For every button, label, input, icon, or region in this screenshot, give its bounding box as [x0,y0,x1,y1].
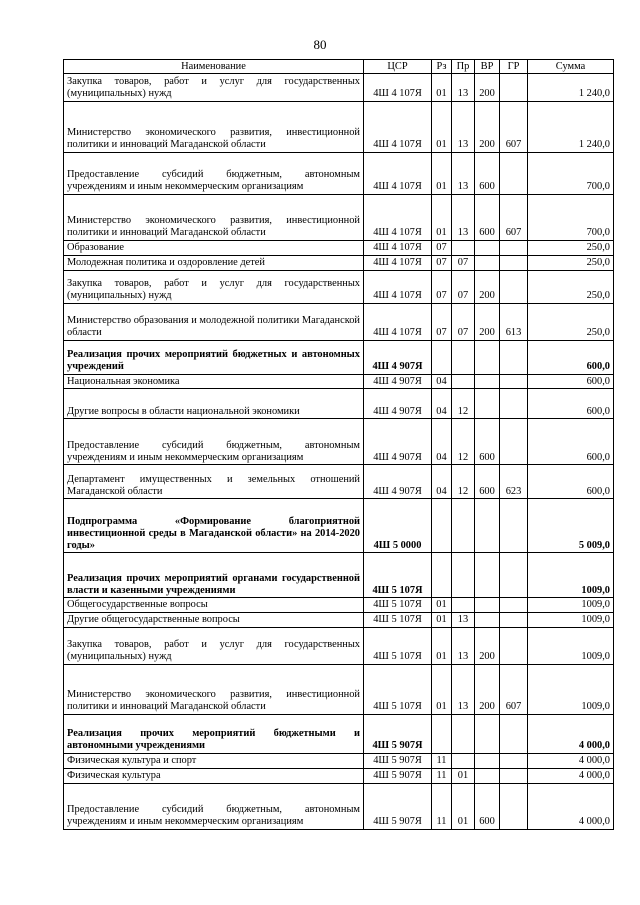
cell-csr: 4Ш 4 107Я [364,255,432,270]
cell-name: Закупка товаров, работ и услуг для государственных (муниципальных) нужд [64,627,364,664]
cell-name: Другие вопросы в области национальной экономики [64,389,364,419]
cell-vr: 200 [475,270,500,303]
cell-rz: 07 [432,255,452,270]
cell-csr: 4Ш 4 107Я [364,195,432,241]
cell-pr [452,714,475,753]
cell-rz: 01 [432,195,452,241]
column-header-pr: Пр [452,60,475,74]
table-row [64,195,614,241]
cell-pr: 01 [452,768,475,783]
column-header-csr: ЦСР [364,60,432,74]
cell-name: Общегосударственные вопросы [64,598,364,613]
cell-vr: 200 [475,664,500,714]
cell-csr: 4Ш 4 107Я [364,303,432,340]
cell-rz [432,499,452,553]
cell-gr [500,340,528,374]
cell-name: Подпрограмма «Формирование благоприятной инвестиционной среды в Магаданской области» на 2014-2020 годы» [64,499,364,553]
cell-pr [452,340,475,374]
column-header-sum: Сумма [528,60,614,74]
column-header-gr: ГР [500,60,528,74]
cell-sum: 1009,0 [528,664,614,714]
table-row [64,499,614,553]
cell-name: Министерство экономического развития, инвестиционной политики и инноваций Магаданской области [64,102,364,153]
cell-vr [475,340,500,374]
cell-pr: 13 [452,613,475,628]
cell-gr [500,389,528,419]
cell-csr: 4Ш 5 107Я [364,553,432,598]
cell-sum: 600,0 [528,389,614,419]
cell-name: Министерство экономического развития, инвестиционной политики и инноваций Магаданской области [64,664,364,714]
cell-vr [475,499,500,553]
cell-rz: 04 [432,389,452,419]
table-row [64,255,614,270]
cell-vr: 600 [475,195,500,241]
cell-vr: 600 [475,783,500,829]
cell-rz: 01 [432,664,452,714]
table-row [64,241,614,256]
cell-name: Министерство образования и молодежной политики Магаданской области [64,303,364,340]
cell-vr [475,374,500,389]
table-row [64,768,614,783]
cell-sum: 4 000,0 [528,768,614,783]
cell-rz: 07 [432,270,452,303]
cell-pr [452,499,475,553]
cell-gr [500,613,528,628]
column-header-rz: Рз [432,60,452,74]
cell-csr: 4Ш 5 907Я [364,714,432,753]
cell-name: Реализация прочих мероприятий бюджетных и автономных учреждений [64,340,364,374]
cell-rz [432,340,452,374]
cell-gr: 607 [500,664,528,714]
cell-rz: 11 [432,753,452,768]
cell-csr: 4Ш 4 107Я [364,270,432,303]
cell-pr [452,374,475,389]
cell-name: Департамент имущественных и земельных отношений Магаданской области [64,465,364,499]
cell-vr [475,768,500,783]
cell-gr [500,714,528,753]
cell-csr: 4Ш 5 0000 [364,499,432,553]
cell-vr [475,598,500,613]
cell-pr: 13 [452,664,475,714]
cell-vr [475,553,500,598]
table-row [64,627,614,664]
cell-sum: 250,0 [528,270,614,303]
cell-rz [432,714,452,753]
cell-gr [500,783,528,829]
cell-sum: 600,0 [528,419,614,465]
page-number: 80 [313,37,327,52]
cell-pr: 12 [452,419,475,465]
cell-csr: 4Ш 5 107Я [364,664,432,714]
table-row [64,102,614,153]
cell-rz: 01 [432,627,452,664]
cell-pr: 13 [452,195,475,241]
cell-name: Другие общегосударственные вопросы [64,613,364,628]
cell-vr [475,241,500,256]
cell-csr: 4Ш 4 907Я [364,465,432,499]
cell-name: Реализация прочих мероприятий бюджетными и автономными учреждениями [64,714,364,753]
cell-pr [452,598,475,613]
cell-rz: 01 [432,153,452,195]
cell-csr: 4Ш 5 107Я [364,613,432,628]
cell-sum: 250,0 [528,255,614,270]
cell-vr [475,389,500,419]
cell-vr: 200 [475,74,500,102]
cell-rz: 01 [432,102,452,153]
cell-sum: 4 000,0 [528,753,614,768]
cell-csr: 4Ш 4 107Я [364,241,432,256]
cell-gr [500,419,528,465]
table-row [64,753,614,768]
cell-name: Физическая культура и спорт [64,753,364,768]
cell-vr [475,255,500,270]
cell-rz: 04 [432,465,452,499]
table-row [64,783,614,829]
cell-name: Молодежная политика и оздоровление детей [64,255,364,270]
cell-csr: 4Ш 4 907Я [364,389,432,419]
cell-gr [500,153,528,195]
cell-vr: 200 [475,303,500,340]
cell-gr [500,753,528,768]
cell-sum: 600,0 [528,465,614,499]
cell-vr: 600 [475,153,500,195]
cell-sum: 5 009,0 [528,499,614,553]
budget-table [63,59,614,830]
cell-sum: 700,0 [528,195,614,241]
cell-csr: 4Ш 5 907Я [364,783,432,829]
cell-pr: 13 [452,74,475,102]
table-row [64,664,614,714]
cell-pr: 12 [452,465,475,499]
cell-sum: 4 000,0 [528,783,614,829]
cell-name: Предоставление субсидий бюджетным, автономным учреждениям и иным некоммерческим организациям [64,419,364,465]
cell-vr [475,714,500,753]
table-row [64,419,614,465]
table-row [64,553,614,598]
table-body [64,74,614,830]
cell-csr: 4Ш 4 107Я [364,153,432,195]
cell-sum: 1009,0 [528,627,614,664]
cell-vr: 600 [475,419,500,465]
cell-rz: 07 [432,241,452,256]
cell-gr: 623 [500,465,528,499]
cell-rz: 01 [432,74,452,102]
cell-name: Образование [64,241,364,256]
cell-gr [500,270,528,303]
cell-name: Предоставление субсидий бюджетным, автономным учреждениям и иным некоммерческим организациям [64,153,364,195]
cell-csr: 4Ш 4 107Я [364,74,432,102]
cell-sum: 1009,0 [528,613,614,628]
cell-sum: 600,0 [528,374,614,389]
cell-vr: 200 [475,627,500,664]
table-row [64,74,614,102]
cell-name: Физическая культура [64,768,364,783]
cell-sum: 1009,0 [528,553,614,598]
cell-name: Закупка товаров, работ и услуг для государственных (муниципальных) нужд [64,74,364,102]
cell-pr [452,753,475,768]
cell-sum: 1 240,0 [528,102,614,153]
cell-gr [500,553,528,598]
table-row [64,465,614,499]
table-row [64,613,614,628]
table-header-row [64,60,614,74]
cell-gr [500,598,528,613]
cell-gr [500,768,528,783]
table-row [64,340,614,374]
cell-rz [432,553,452,598]
table-row [64,714,614,753]
cell-pr: 07 [452,303,475,340]
cell-sum: 1 240,0 [528,74,614,102]
cell-pr: 13 [452,153,475,195]
cell-name: Закупка товаров, работ и услуг для государственных (муниципальных) нужд [64,270,364,303]
column-header-vr: ВР [475,60,500,74]
cell-sum: 250,0 [528,241,614,256]
cell-rz: 07 [432,303,452,340]
cell-pr [452,553,475,598]
table-row [64,389,614,419]
cell-gr: 607 [500,195,528,241]
cell-sum: 4 000,0 [528,714,614,753]
cell-gr [500,627,528,664]
cell-csr: 4Ш 5 107Я [364,627,432,664]
cell-gr: 607 [500,102,528,153]
cell-gr [500,374,528,389]
table-row [64,374,614,389]
table-row [64,303,614,340]
cell-pr [452,241,475,256]
cell-gr: 613 [500,303,528,340]
cell-csr: 4Ш 5 907Я [364,753,432,768]
cell-vr: 200 [475,102,500,153]
cell-rz: 11 [432,783,452,829]
cell-gr [500,241,528,256]
cell-vr [475,753,500,768]
cell-sum: 700,0 [528,153,614,195]
cell-gr [500,499,528,553]
cell-pr: 12 [452,389,475,419]
cell-vr [475,613,500,628]
cell-gr [500,255,528,270]
cell-gr [500,74,528,102]
cell-pr: 13 [452,102,475,153]
cell-name: Реализация прочих мероприятий органами государственной власти и казенными учреждениями [64,553,364,598]
cell-csr: 4Ш 5 907Я [364,768,432,783]
cell-csr: 4Ш 4 907Я [364,340,432,374]
cell-sum: 250,0 [528,303,614,340]
column-header-name: Наименование [64,60,364,74]
cell-sum: 600,0 [528,340,614,374]
cell-pr: 01 [452,783,475,829]
table-row [64,598,614,613]
table-row [64,153,614,195]
cell-csr: 4Ш 5 107Я [364,598,432,613]
cell-rz: 01 [432,598,452,613]
cell-pr: 07 [452,255,475,270]
cell-pr: 07 [452,270,475,303]
cell-csr: 4Ш 4 907Я [364,419,432,465]
cell-name: Национальная экономика [64,374,364,389]
cell-name: Министерство экономического развития, инвестиционной политики и инноваций Магаданской области [64,195,364,241]
cell-name: Предоставление субсидий бюджетным, автономным учреждениям и иным некоммерческим организациям [64,783,364,829]
cell-rz: 11 [432,768,452,783]
cell-csr: 4Ш 4 907Я [364,374,432,389]
cell-rz: 01 [432,613,452,628]
cell-csr: 4Ш 4 107Я [364,102,432,153]
table-row [64,270,614,303]
cell-rz: 04 [432,374,452,389]
cell-rz: 04 [432,419,452,465]
cell-vr: 600 [475,465,500,499]
cell-sum: 1009,0 [528,598,614,613]
cell-pr: 13 [452,627,475,664]
